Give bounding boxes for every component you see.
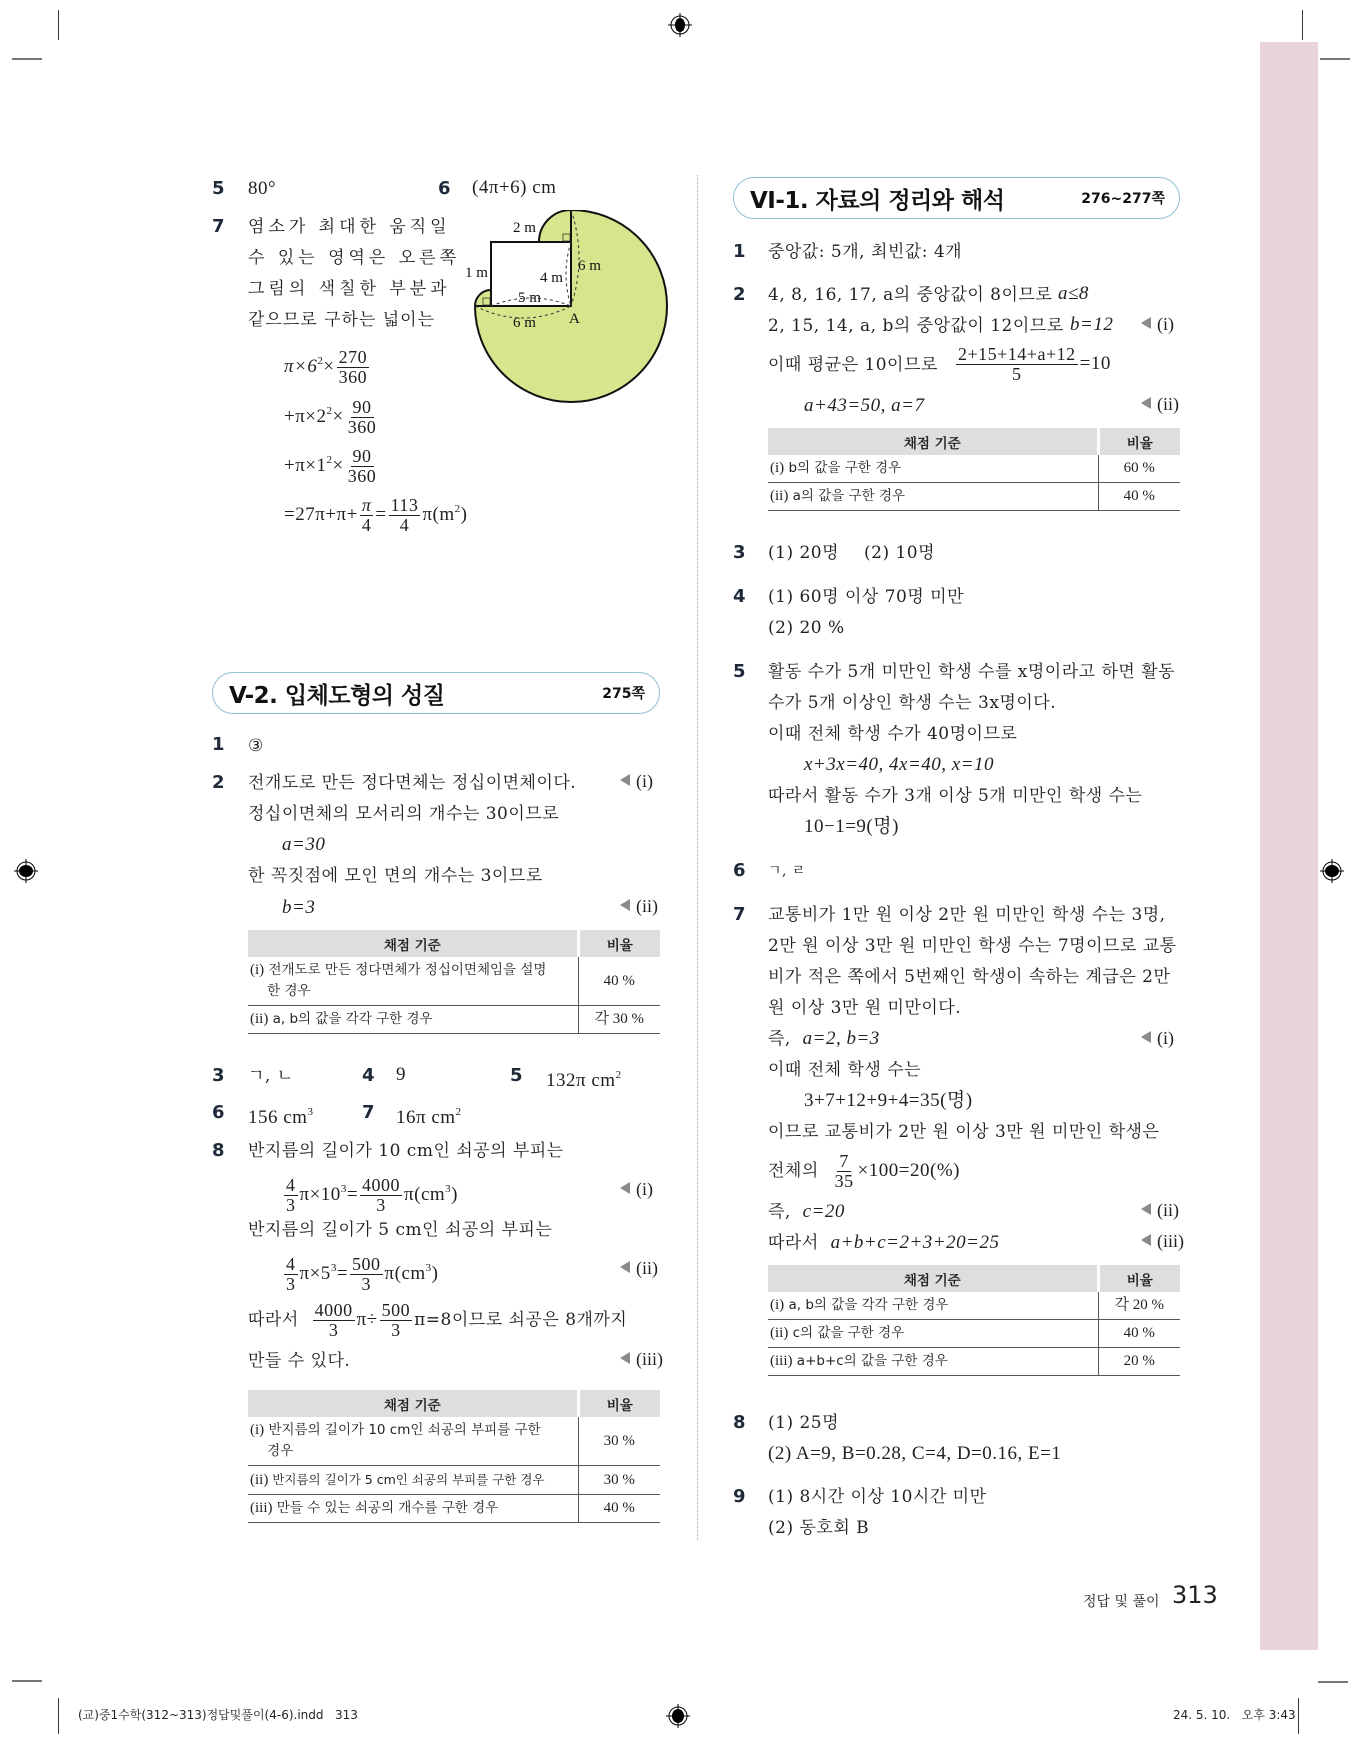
figure-label: 6 m	[578, 258, 601, 274]
answer: 9	[396, 1064, 406, 1085]
answer: ㄱ, ㄴ	[248, 1066, 294, 1086]
answer: ③	[248, 736, 264, 756]
grading-marker: (iii)	[620, 1349, 663, 1370]
footer-label: 정답 및 풀이	[1083, 1594, 1160, 1610]
crop-mark	[12, 58, 42, 60]
solution-line: 한 꼭짓점에 모인 면의 개수는 3이므로	[248, 866, 543, 886]
crop-mark	[1298, 1698, 1299, 1734]
solution-line: 전개도로 만든 정다면체는 정십이면체이다.	[248, 773, 577, 793]
triangle-left-icon	[620, 1261, 630, 1273]
answer: ㄱ, ㄹ	[768, 863, 806, 879]
answer: (1) 20명	[768, 543, 840, 563]
figure-label: 4 m	[540, 270, 563, 286]
grading-marker: (i)	[1141, 1028, 1174, 1049]
calc-line: $\frac{4}{3}$ $\pi\times 10^3=$ $\frac{4000}{3}$ $\pi(cm^3)$	[286, 1175, 458, 1216]
answer: 중앙값: 5개, 최빈값: 4개	[768, 242, 963, 262]
solution-line: 수가 5개 이상인 학생 수는 3x명이다.	[768, 693, 1057, 713]
crop-mark	[1318, 1681, 1348, 1683]
question-number: 8	[212, 1140, 225, 1161]
triangle-left-icon	[620, 1352, 630, 1364]
timestamp-slug: 24. 5. 10. 오후 3:43	[1173, 1708, 1296, 1722]
figure-label: A	[569, 311, 580, 327]
question-number: 6	[733, 860, 746, 881]
answer: (2) 10명	[864, 543, 936, 563]
answer: (1) 60명 이상 70명 미만	[768, 587, 964, 607]
calc-line: $\frac{2+15+14+a+12}{5}$ =10	[958, 344, 1111, 385]
question-number: 7	[362, 1102, 375, 1123]
calc-line: 따라서 $\frac{4000}{3}$ π÷ $\frac{500}{3}$ π=8이므로 쇠공은 8개까지	[248, 1300, 628, 1341]
grading-marker: (iii)	[1141, 1231, 1184, 1252]
figure-label: 5 m	[518, 290, 541, 306]
solution-line: 비가 적은 쪽에서 5번째인 학생이 속하는 계급은 2만	[768, 967, 1171, 987]
triangle-left-icon	[1141, 397, 1151, 409]
solution-line: 교통비가 1만 원 이상 2만 원 미만인 학생 수는 3명,	[768, 905, 1166, 925]
solution-line: 2만 원 이상 3만 원 미만인 학생 수는 7명이므로 교통	[768, 936, 1177, 956]
question-number: 7	[212, 216, 225, 237]
solution-line: 이므로 교통비가 2만 원 이상 3만 원 미만인 학생은	[768, 1122, 1160, 1142]
solution-line: 4, 8, 16, 17, a의 중앙값이 8이므로	[768, 285, 1053, 305]
question-number: 6	[438, 178, 451, 199]
section-title: V-2. 입체도형의 성질	[229, 682, 445, 709]
grading-marker: (ii)	[620, 1258, 658, 1279]
answer: (4π+6) cm	[472, 177, 557, 198]
page-number: 313	[1172, 1581, 1218, 1609]
calc-line: =27π+π+ $\frac{\pi}{4}$ = $\frac{113}{4}$ $\pi(m^2)$	[284, 495, 468, 536]
solution-line: 2, 15, 14, a, b의 중앙값이 12이므로	[768, 316, 1064, 336]
solution-line: 염소가 최대한 움직일	[248, 217, 451, 237]
grading-table: 채점 기준 비율 (i) 반지름의 길이가 10 cm인 쇠공의 부피를 구한 경우 30 % (ii) 반지름의 길이가 5 cm인 쇠공의 부피를 구한 경우 30 % (iii) 만들 수 있는 쇠공의 개수를 구한 경우 40 %	[248, 1390, 660, 1523]
solution-line: a≤8	[1058, 283, 1089, 304]
triangle-left-icon	[1141, 1234, 1151, 1246]
goat-area-figure	[465, 210, 670, 410]
solution-line: 3+7+12+9+4=35(명)	[804, 1090, 973, 1111]
crop-mark	[1320, 58, 1350, 60]
question-number: 1	[733, 241, 746, 262]
section-pages: 275쪽	[602, 686, 645, 702]
question-number: 3	[212, 1065, 225, 1086]
triangle-left-icon	[620, 774, 630, 786]
question-number: 6	[212, 1102, 225, 1123]
grading-table: 채점 기준 비율 (i) 전개도로 만든 정다면체가 정십이면체임을 설명 한 경우 40 % (ii) a, b의 값을 각각 구한 경우 각 30 %	[248, 930, 660, 1034]
triangle-left-icon	[620, 1182, 630, 1194]
triangle-left-icon	[620, 899, 630, 911]
grading-table: 채점 기준 비율 (i) a, b의 값을 각각 구한 경우 각 20 % (ii) c의 값을 구한 경우 40 % (iii) a+b+c의 값을 구한 경우 20 %	[768, 1265, 1180, 1376]
solution-line: 반지름의 길이가 10 cm인 쇠공의 부피는	[248, 1141, 564, 1161]
grading-marker: (i)	[1141, 314, 1174, 335]
calc-line: $\frac{4}{3}$ $\pi\times 5^3=$ $\frac{500}{3}$ $\pi(cm^3)$	[286, 1254, 439, 1295]
solution-line: x+3x=40, 4x=40, x=10	[804, 754, 995, 775]
solution-line: 이때 평균은 10이므로	[768, 355, 938, 375]
calc-line: 전체의 $\frac{7}{35}$ ×100=20(%)	[768, 1151, 961, 1191]
figure-label: 1 m	[465, 265, 488, 281]
column-divider	[697, 175, 698, 1540]
question-number: 3	[733, 542, 746, 563]
question-number: 1	[212, 734, 225, 755]
solution-line: b=12	[1070, 314, 1114, 335]
registration-mark-icon	[665, 1703, 691, 1729]
answer: (2) 20 %	[768, 618, 845, 638]
solution-line: 같으므로 구하는 넓이는	[248, 310, 436, 330]
registration-mark-icon	[13, 858, 39, 884]
side-tab-bar	[1260, 42, 1318, 1650]
triangle-left-icon	[1141, 1203, 1151, 1215]
solution-line: 따라서 활동 수가 3개 이상 5개 미만인 학생 수는	[768, 786, 1143, 806]
figure-label: 2 m	[513, 220, 536, 236]
figure-label: 6 m	[513, 315, 536, 331]
solution-line: 이때 전체 학생 수는	[768, 1060, 922, 1080]
question-number: 4	[733, 586, 746, 607]
question-number: 5	[733, 661, 746, 682]
solution-line: 원 이상 3만 원 미만이다.	[768, 998, 962, 1018]
solution-line: 이때 전체 학생 수가 40명이므로	[768, 724, 1018, 744]
answer: (2) A=9, B=0.28, C=4, D=0.16, E=1	[768, 1443, 1062, 1464]
solution-line: 만들 수 있다.	[248, 1351, 351, 1371]
question-number: 2	[212, 772, 225, 793]
registration-mark-icon	[667, 12, 693, 38]
triangle-left-icon	[1141, 317, 1151, 329]
solution-line: a+43=50, a=7	[804, 395, 925, 416]
crop-mark	[12, 1680, 42, 1682]
answer: (1) 25명	[768, 1413, 840, 1433]
answer: (2) 동호회 B	[768, 1518, 870, 1538]
solution-line: 활동 수가 5개 미만인 학생 수를 x명이라고 하면 활동	[768, 662, 1176, 682]
answer: 16π $cm^2$	[396, 1106, 462, 1128]
grading-table: 채점 기준 비율 (i) b의 값을 구한 경우 60 % (ii) a의 값을 구한 경우 40 %	[768, 428, 1180, 511]
grading-marker: (i)	[620, 771, 653, 792]
calc-line: $+\pi\times 2^2\times$ $\frac{90}{360}$	[284, 397, 377, 438]
solution-line: 10−1=9(명)	[804, 816, 899, 837]
calc-line: $\pi\times 6^2\times$ $\frac{270}{360}$	[284, 347, 368, 388]
crop-mark	[58, 1698, 59, 1734]
solution-line: 즉, a=2, b=3	[768, 1028, 880, 1049]
section-title: VI-1. 자료의 정리와 해석	[750, 187, 1005, 214]
registration-mark-icon	[1319, 858, 1345, 884]
question-number: 7	[733, 904, 746, 925]
grading-marker: (ii)	[1141, 1200, 1179, 1221]
section-header	[733, 177, 1180, 219]
crop-mark	[58, 10, 59, 40]
question-number: 4	[362, 1065, 375, 1086]
triangle-left-icon	[1141, 1031, 1151, 1043]
solution-line: 반지름의 길이가 5 cm인 쇠공의 부피는	[248, 1220, 553, 1240]
question-number: 8	[733, 1412, 746, 1433]
answer: (1) 8시간 이상 10시간 미만	[768, 1487, 987, 1507]
solution-line: 즉, c=20	[768, 1201, 845, 1222]
solution-line: 그림의 색칠한 부분과	[248, 279, 451, 299]
section-header	[212, 672, 660, 714]
section-pages: 276~277쪽	[1081, 191, 1165, 207]
solution-line: 정십이면체의 모서리의 개수는 30이므로	[248, 804, 560, 824]
question-number: 5	[510, 1065, 523, 1086]
calc-line: $+\pi\times 1^2\times$ $\frac{90}{360}$	[284, 446, 377, 487]
answer: 132π $cm^2$	[546, 1069, 622, 1091]
grading-marker: (ii)	[620, 896, 658, 917]
answer: 80°	[248, 178, 277, 199]
file-slug: (교)중1수학(312~313)정답및풀이(4-6).indd 313	[78, 1708, 358, 1722]
answer: 156 $cm^3$	[248, 1106, 314, 1128]
crop-mark	[1302, 10, 1303, 40]
question-number: 2	[733, 284, 746, 305]
solution-line: a=30	[282, 834, 326, 855]
solution-line: 따라서 a+b+c=2+3+20=25	[768, 1232, 1000, 1253]
grading-marker: (i)	[620, 1179, 653, 1200]
grading-marker: (ii)	[1141, 394, 1179, 415]
question-number: 9	[733, 1486, 746, 1507]
solution-line: 수 있는 영역은 오른쪽	[248, 248, 461, 268]
question-number: 5	[212, 178, 225, 199]
solution-line: b=3	[282, 897, 316, 918]
